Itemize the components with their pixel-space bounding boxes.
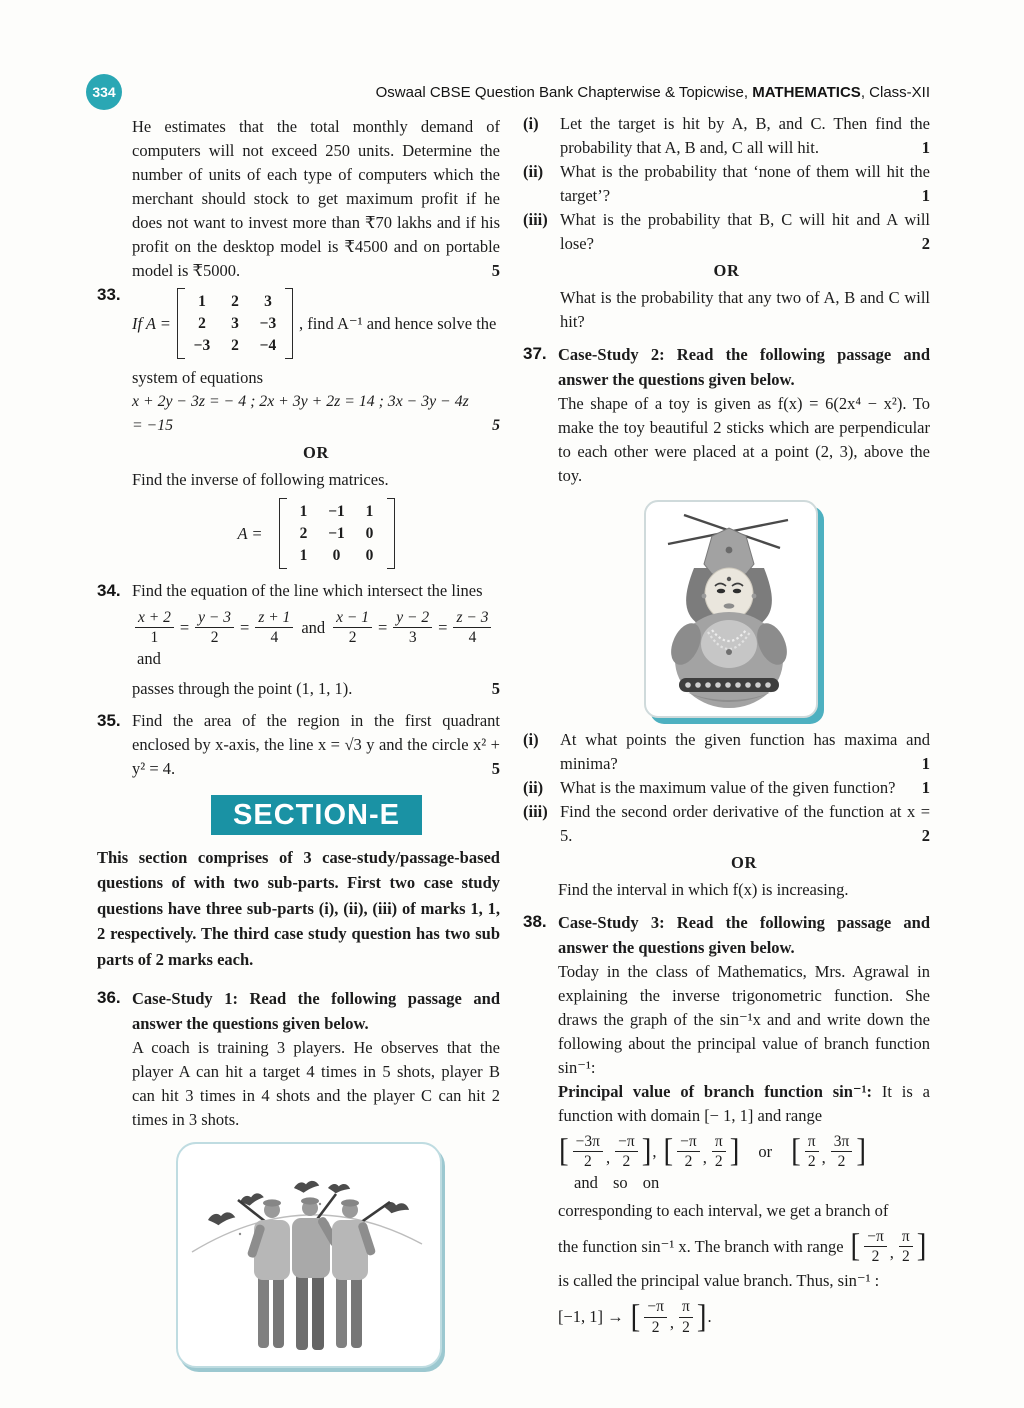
matrix-a: 1 2 3 2 3 −3 −3 2 −4 xyxy=(177,288,293,359)
question-number: 33. xyxy=(97,285,121,304)
interval: [ −π 2 , π 2 ] xyxy=(630,1298,707,1336)
marks-value: 2 xyxy=(921,826,930,845)
q37-heading: Case-Study 2: Read the following passage and answer the questions given below. xyxy=(558,345,930,389)
header-title-pre: Oswaal CBSE Question Bank Chapterwise & Topicwise, xyxy=(375,84,753,101)
marks-value: 5 xyxy=(491,758,500,778)
intro-block xyxy=(97,115,500,283)
q36-part-i: (i) Let the target is hit by A, B, and C. Then find the probability that A, B and, C all will hit. 1 xyxy=(523,112,930,160)
q38-body5: is called the principal value branch. Thus, sin⁻¹ : xyxy=(558,1271,880,1291)
intro-text: He estimates that the total monthly demand of computers will not exceed 250 units. Determine the number of units of each type of computers which the merchant should stock to get maximum profit if he does not want to invest more than ₹70 lakhs and if his profit on the desktop model is ₹4500 and on portable model is ₹5000. xyxy=(132,117,500,280)
hunters-photo-card xyxy=(176,1142,442,1368)
q38-lead: Principal value of branch function sin⁻¹: It is a function with domain [− 1, 1] and range xyxy=(558,1082,930,1125)
q38-final-line: [−1, 1] → [ −π 2 , π 2 ] . xyxy=(558,1298,712,1336)
q36-heading: Case-Study 1: Read the following passage and answer the questions given below. xyxy=(132,989,500,1034)
q33-line2: system of equations xyxy=(132,368,264,387)
marks-value: 1 xyxy=(921,186,930,205)
interval: [ π 2 , 3π 2 ] xyxy=(791,1133,866,1171)
question-number: 38. xyxy=(523,912,547,931)
q34-line3: passes through the point (1, 1, 1). 5 xyxy=(132,677,500,701)
page-header-title xyxy=(376,84,930,101)
or-separator: OR xyxy=(713,261,740,280)
question-number: 36. xyxy=(97,988,121,1008)
bead-band xyxy=(685,682,771,688)
toy-photo xyxy=(646,502,812,712)
marks-value: 1 xyxy=(921,778,930,797)
section-e-description: This section comprises of 3 case-study/passage-based questions of with two sub-parts. First two case study questions have three sub-parts (i), (ii), (iii) of marks 1, 1, 2 respectively. The third case study question has two sub parts of 2 marks each. xyxy=(97,847,500,969)
question-33 xyxy=(97,283,500,579)
q35-text: Find the area of the region in the first quadrant enclosed by x-axis, the line x = √3 y and the circle x² + y² = 4. 5 xyxy=(132,709,500,781)
section-e-heading: SECTION-E xyxy=(211,795,422,835)
question-34 xyxy=(97,579,500,701)
marks-value: 2 xyxy=(921,234,930,253)
header-title-bold: MATHEMATICS xyxy=(752,84,861,101)
toy-doll xyxy=(665,528,793,708)
intro-paragraph xyxy=(132,115,500,283)
q38-range-line: the function sin⁻¹ x. The branch with range [ −π 2 , π 2 ] xyxy=(558,1227,927,1266)
q38-body3: corresponding to each interval, we get a branch of xyxy=(558,1200,889,1220)
q37-part-ii: (ii) What is the maximum value of the given function? 1 xyxy=(523,776,930,800)
section-e-wrap xyxy=(133,795,500,835)
q33-prefix: If A = xyxy=(132,313,171,333)
interval: [ −π 2 , π 2 ] xyxy=(663,1133,740,1171)
question-37 xyxy=(523,342,930,902)
q37-body: The shape of a toy is given as f(x) = 6(2x⁴ − x²). To make the toy beautiful 2 sticks which are perpendicular to each other were placed at a point (2, 3), above the toy. xyxy=(558,394,930,485)
q36-or-text: What is the probability that any two of A, B and C will hit? xyxy=(560,288,930,331)
q37-part-iii: (iii) Find the second order derivative of the function at x = 5. 2 xyxy=(523,800,930,848)
q33-equation-1: x + 2y − 3z = − 4 ; 2x + 3y + 2z = 14 ; 3x − 3y − 4z xyxy=(132,393,469,410)
interval: [ −π 2 , π 2 ] xyxy=(850,1227,927,1266)
question-36 xyxy=(97,986,500,1368)
q38-body1: Today in the class of Mathematics, Mrs. Agrawal in explaining the inverse trigonometric function. She draws the graph of the sin⁻¹x and and write down the following about the principal value of branch function sin⁻¹: xyxy=(558,962,930,1077)
question-38 xyxy=(523,910,930,1340)
q38-interval-line: [ −3π 2 , −π 2 ] , [ −π 2 , π 2 ] or [ π 2 , 3π 2 ] and so on xyxy=(559,1133,866,1192)
marks-value: 5 xyxy=(492,417,500,434)
q36-part-ii: (ii) What is the probability that ‘none of them will hit the target’? 1 xyxy=(523,160,930,208)
q33-suffix: , find A⁻¹ and hence solve the xyxy=(298,313,497,333)
hunter-figure xyxy=(238,1200,290,1349)
or-separator: OR xyxy=(731,853,757,872)
q33-matrix-line xyxy=(132,288,500,359)
question-number: 37. xyxy=(523,344,547,363)
right-column xyxy=(523,112,930,1340)
page-number-badge: 334 xyxy=(86,74,122,110)
hunter-figure xyxy=(332,1200,390,1349)
hunters-photo xyxy=(178,1144,436,1362)
interval: [ −3π 2 , −π 2 ] xyxy=(559,1133,652,1171)
q33-equation-2: = −15 5 xyxy=(132,414,500,438)
q34-fractions: $\frac{x + 2}{1}$ = $\frac{y - 3}{2}$ = $\frac{z + 1}{4}$ and $\frac{x - 1}{2}$ = $\frac{y - 2}{3}$ = $\frac{z - 3}{4}$ and xyxy=(132,609,500,671)
marks-value: 5 xyxy=(491,261,500,280)
question-35 xyxy=(97,709,500,781)
q37-or-text: Find the interval in which f(x) is increasing. xyxy=(558,880,849,899)
or-separator: OR xyxy=(303,443,329,462)
left-column xyxy=(97,115,500,1368)
marks-value: 1 xyxy=(921,138,930,157)
question-number: 35. xyxy=(97,710,121,730)
q34-line1: Find the equation of the line which intersect the lines xyxy=(132,581,483,600)
marks-value: 5 xyxy=(491,678,500,698)
question-number: 34. xyxy=(97,581,121,600)
q33-matrix-2: A = 1 −1 1 2 −1 0 1 0 0 xyxy=(132,498,500,569)
marks-value: 1 xyxy=(921,754,930,773)
q38-heading: Case-Study 3: Read the following passage and answer the questions given below. xyxy=(558,913,930,957)
q36-body: A coach is training 3 players. He observes that the player A can hit a target 4 times in 5 shots, player B can hit 3 times in 4 shots and the player C can hit 2 times in 3 shots. xyxy=(132,1038,500,1130)
q33-alt-text: Find the inverse of following matrices. xyxy=(132,470,389,489)
toy-photo-card xyxy=(644,500,818,718)
q36-part-iii: (iii) What is the probability that B, C will hit and A will lose? 2 xyxy=(523,208,930,256)
header-title-post: , Class-XII xyxy=(860,84,930,101)
matrix-a2: 1 −1 1 2 −1 0 1 0 0 xyxy=(279,498,395,569)
q37-part-i: (i) At what points the given function has maxima and minima? 1 xyxy=(523,728,930,776)
